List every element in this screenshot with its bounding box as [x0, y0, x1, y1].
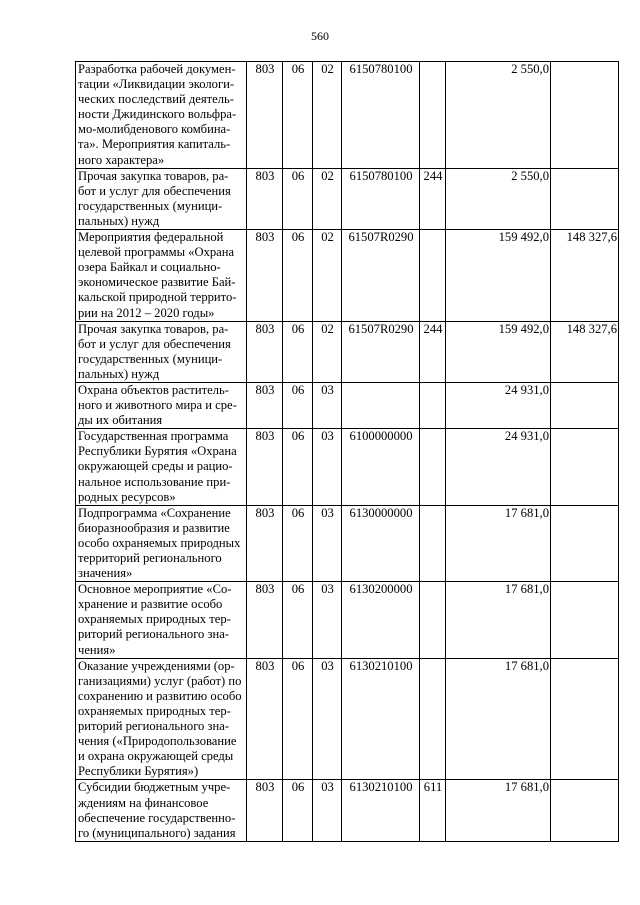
- section-code-cell: 06: [283, 230, 313, 322]
- expense-type-cell: [420, 62, 446, 169]
- target-article-cell: 6130210100: [342, 658, 420, 780]
- amount-cell: 17 681,0: [446, 582, 551, 658]
- amount-cell: 2 550,0: [446, 62, 551, 169]
- amount-cell: 2 550,0: [446, 168, 551, 229]
- amount-cell: 17 681,0: [446, 505, 551, 581]
- item-name-line: Прочая закупка товаров, ра-: [78, 168, 229, 183]
- ministry-code-cell: 803: [247, 62, 283, 169]
- target-article-cell: 6130200000: [342, 582, 420, 658]
- subsection-code-cell: 02: [313, 168, 342, 229]
- budget-table-body: [76, 62, 619, 842]
- amount-cell: 159 492,0: [446, 230, 551, 322]
- table-row: [76, 168, 619, 229]
- item-name-line: мо-молибденового комбина-: [78, 122, 231, 137]
- item-name-line: бот и услуг для обеспечения: [78, 183, 231, 198]
- subsection-code-cell: 03: [313, 780, 342, 841]
- table-row: [76, 505, 619, 581]
- item-name-line: риторий регионального зна-: [78, 719, 229, 734]
- item-name-line: хранение и развитие особо: [78, 597, 223, 612]
- expense-type-cell: [420, 658, 446, 780]
- section-code-cell: 06: [283, 505, 313, 581]
- item-name-line: охраняемых природных тер-: [78, 612, 231, 627]
- federal-amount-cell: 148 327,6: [551, 230, 619, 322]
- item-name-line: Субсидии бюджетным учре-: [78, 780, 231, 795]
- item-name-cell: [76, 658, 247, 780]
- ministry-code-cell: 803: [247, 658, 283, 780]
- amount-cell: 17 681,0: [446, 780, 551, 841]
- item-name-line: государственных (муници-: [78, 351, 223, 366]
- item-name-cell: [76, 168, 247, 229]
- expense-type-cell: [420, 382, 446, 428]
- item-name-line: государственных (муници-: [78, 198, 223, 213]
- expense-type-cell: 611: [420, 780, 446, 841]
- item-name-line: та». Мероприятия капиталь-: [78, 137, 231, 152]
- item-name-cell: [76, 582, 247, 658]
- section-code-cell: 06: [283, 780, 313, 841]
- target-article-cell: [342, 382, 420, 428]
- item-name-line: чения»: [78, 642, 116, 657]
- item-name-cell: [76, 429, 247, 505]
- table-row: [76, 62, 619, 169]
- page-number: 560: [311, 29, 329, 43]
- subsection-code-cell: 03: [313, 429, 342, 505]
- item-name-line: рии на 2012 – 2020 годы»: [78, 305, 215, 320]
- target-article-cell: 61507R0290: [342, 230, 420, 322]
- budget-table: [75, 61, 619, 842]
- expense-type-cell: 244: [420, 168, 446, 229]
- subsection-code-cell: 02: [313, 230, 342, 322]
- item-name-cell: [76, 321, 247, 382]
- item-name-line: экономическое развитие Бай-: [78, 275, 236, 290]
- target-article-cell: 6130210100: [342, 780, 420, 841]
- subsection-code-cell: 03: [313, 505, 342, 581]
- item-name-line: го (муниципального) задания: [78, 825, 236, 840]
- expense-type-cell: 244: [420, 321, 446, 382]
- subsection-code-cell: 03: [313, 382, 342, 428]
- amount-cell: 17 681,0: [446, 658, 551, 780]
- item-name-line: Государственная программа: [78, 429, 229, 444]
- item-name-line: целевой программы «Охрана: [78, 245, 235, 260]
- section-code-cell: 06: [283, 321, 313, 382]
- item-name-line: риторий регионального зна-: [78, 627, 229, 642]
- federal-amount-cell: [551, 505, 619, 581]
- item-name-cell: [76, 62, 247, 169]
- target-article-cell: 6130000000: [342, 505, 420, 581]
- section-code-cell: 06: [283, 62, 313, 169]
- ministry-code-cell: 803: [247, 505, 283, 581]
- item-name-line: Охрана объектов раститель-: [78, 382, 229, 397]
- item-name-line: Разработка рабочей докумен-: [78, 62, 236, 76]
- item-name-line: биоразнообразия и развитие: [78, 520, 230, 535]
- ministry-code-cell: 803: [247, 582, 283, 658]
- target-article-cell: 61507R0290: [342, 321, 420, 382]
- subsection-code-cell: 02: [313, 321, 342, 382]
- section-code-cell: 06: [283, 382, 313, 428]
- item-name-line: Республики Бурятия «Охрана: [78, 444, 237, 459]
- item-name-line: ного и животного мира и сре-: [78, 398, 237, 413]
- expense-type-cell: [420, 230, 446, 322]
- expense-type-cell: [420, 582, 446, 658]
- ministry-code-cell: 803: [247, 230, 283, 322]
- ministry-code-cell: 803: [247, 168, 283, 229]
- item-name-line: Основное мероприятие «Со-: [78, 582, 232, 597]
- item-name-line: бот и услуг для обеспечения: [78, 336, 231, 351]
- section-code-cell: 06: [283, 658, 313, 780]
- section-code-cell: 06: [283, 168, 313, 229]
- item-name-line: и охрана окружающей среды: [78, 749, 234, 764]
- expense-type-cell: [420, 429, 446, 505]
- subsection-code-cell: 02: [313, 62, 342, 169]
- table-row: [76, 429, 619, 505]
- item-name-line: ности Джидинского вольфра-: [78, 107, 237, 122]
- item-name-line: ганизациями) услуг (работ) по: [78, 673, 242, 688]
- item-name-line: Прочая закупка товаров, ра-: [78, 321, 229, 336]
- item-name-line: ждениям на финансовое: [78, 795, 209, 810]
- item-name-line: ного характера»: [78, 152, 165, 167]
- federal-amount-cell: [551, 780, 619, 841]
- federal-amount-cell: 148 327,6: [551, 321, 619, 382]
- federal-amount-cell: [551, 582, 619, 658]
- item-name-line: озера Байкал и социально-: [78, 260, 221, 275]
- item-name-cell: [76, 382, 247, 428]
- item-name-line: значения»: [78, 566, 133, 581]
- item-name-line: территорий регионального: [78, 551, 222, 565]
- amount-cell: 159 492,0: [446, 321, 551, 382]
- federal-amount-cell: [551, 168, 619, 229]
- subsection-code-cell: 03: [313, 582, 342, 658]
- federal-amount-cell: [551, 658, 619, 780]
- target-article-cell: 6150780100: [342, 168, 420, 229]
- item-name-line: Мероприятия федеральной: [78, 230, 224, 245]
- item-name-line: Республики Бурятия»): [78, 764, 199, 779]
- item-name-line: пальных) нужд: [78, 366, 160, 381]
- item-name-line: окружающей среды и рацио-: [78, 459, 233, 474]
- item-name-line: Оказание учреждениями (ор-: [78, 658, 235, 673]
- table-row: [76, 382, 619, 428]
- table-row: [76, 658, 619, 780]
- section-code-cell: 06: [283, 429, 313, 505]
- item-name-line: кальской природной террито-: [78, 290, 237, 305]
- item-name-line: сохранению и развитию особо: [78, 688, 242, 703]
- ministry-code-cell: 803: [247, 382, 283, 428]
- table-row: [76, 321, 619, 382]
- item-name-line: ческих последствий деятель-: [78, 92, 234, 107]
- item-name-cell: [76, 230, 247, 322]
- item-name-line: нальное использование при-: [78, 474, 231, 489]
- ministry-code-cell: 803: [247, 780, 283, 841]
- ministry-code-cell: 803: [247, 321, 283, 382]
- item-name-cell: [76, 505, 247, 581]
- item-name-line: чения («Природопользование: [78, 734, 237, 749]
- table-row: [76, 780, 619, 841]
- federal-amount-cell: [551, 382, 619, 428]
- amount-cell: 24 931,0: [446, 382, 551, 428]
- expense-type-cell: [420, 505, 446, 581]
- item-name-line: ды их обитания: [78, 413, 163, 428]
- item-name-line: обеспечение государственно-: [78, 810, 236, 825]
- item-name-cell: [76, 780, 247, 841]
- item-name-line: охраняемых природных тер-: [78, 703, 231, 718]
- section-code-cell: 06: [283, 582, 313, 658]
- table-row: [76, 230, 619, 322]
- ministry-code-cell: 803: [247, 429, 283, 505]
- item-name-line: особо охраняемых природных: [78, 535, 241, 550]
- federal-amount-cell: [551, 429, 619, 505]
- item-name-line: пальных) нужд: [78, 213, 160, 228]
- subsection-code-cell: 03: [313, 658, 342, 780]
- amount-cell: 24 931,0: [446, 429, 551, 505]
- table-row: [76, 582, 619, 658]
- item-name-line: тации «Ликвидации экологи-: [78, 77, 235, 92]
- item-name-line: Подпрограмма «Сохранение: [78, 505, 231, 520]
- federal-amount-cell: [551, 62, 619, 169]
- item-name-line: родных ресурсов»: [78, 489, 176, 504]
- target-article-cell: 6100000000: [342, 429, 420, 505]
- target-article-cell: 6150780100: [342, 62, 420, 169]
